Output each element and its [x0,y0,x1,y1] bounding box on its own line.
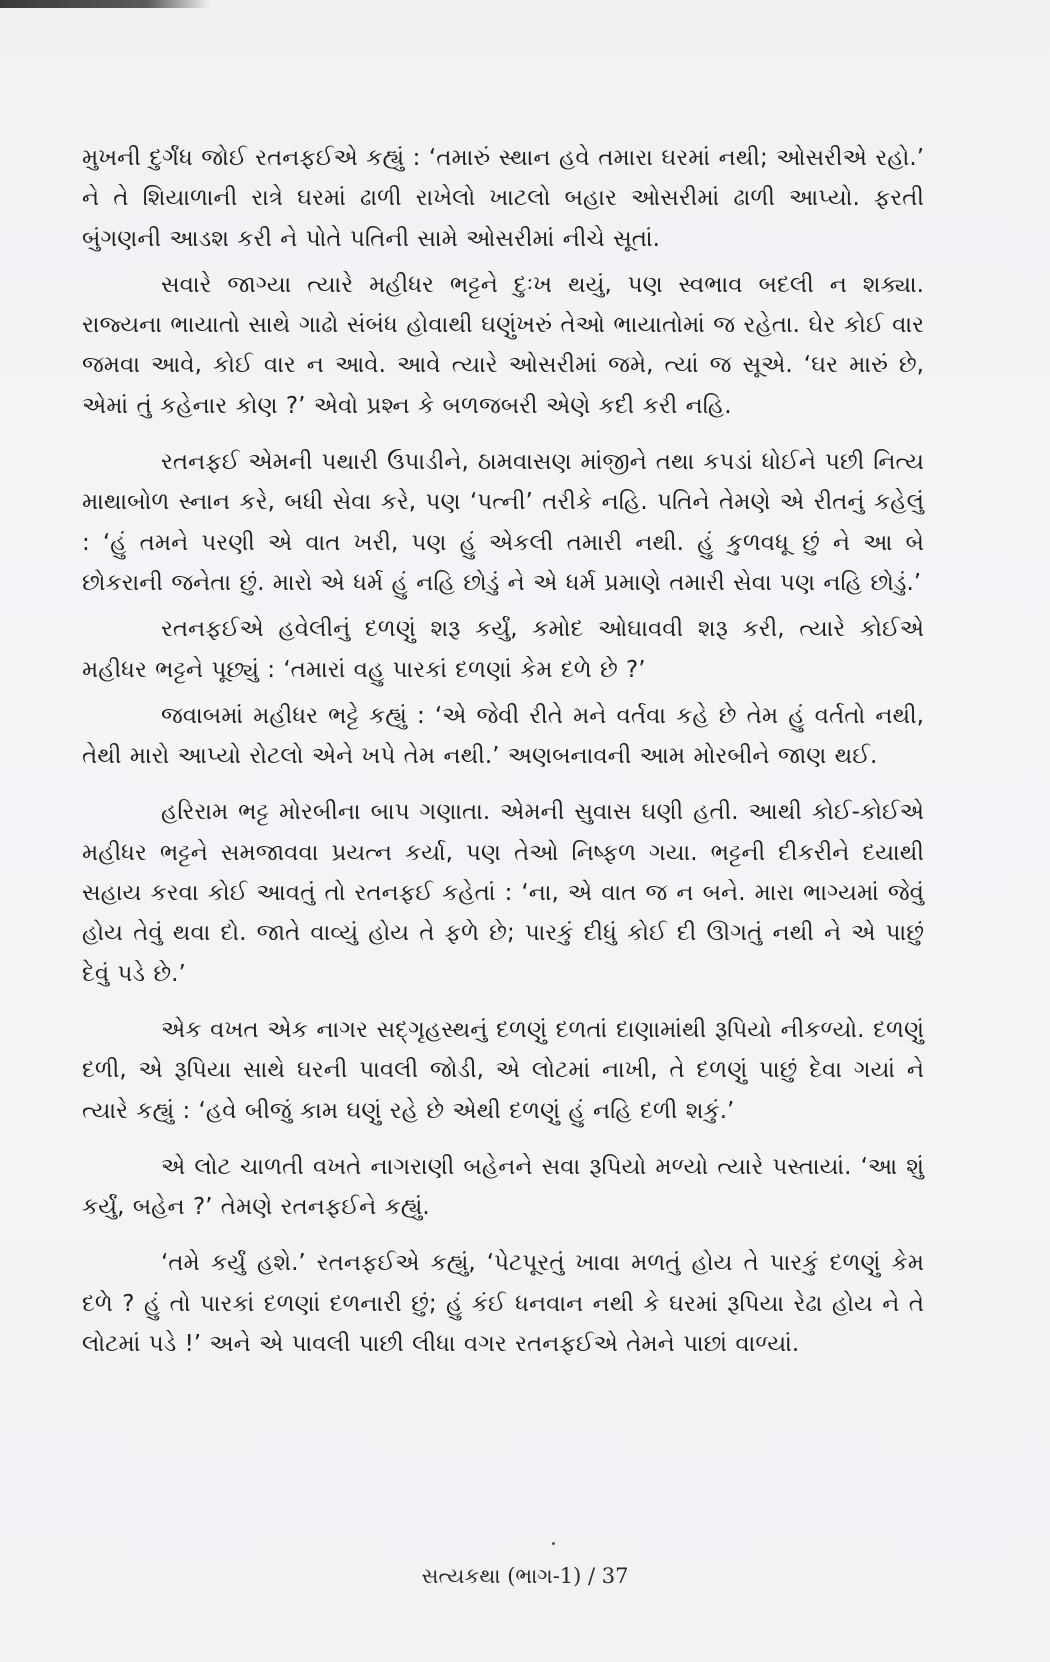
paragraph-5: જવાબમાં મહીધર ભટ્ટે કહ્યું : ‘એ જેવી રીતે મને વર્તવા કહે છે તેમ હું વર્તતો નથી, તેથી મારો આપ્યો રોટલો એને ખપે તેમ નથી.’ અણબનાવની આમ મોરબીને જાણ થઈ. [82,702,924,770]
paragraph-4: રતનફઈએ હવેલીનું દળણું શરૂ કર્યું, કમોદ ઓઘાવવી શરૂ કરી, ત્યારે કોઈએ મહીધર ભટ્ટને પૂછ્યું : ‘તમારાં વહુ પારકાં દળણાં કેમ દળે છે ?’ [82,616,924,683]
paragraph-3: રતનફઈ એમની પથારી ઉપાડીને, ઠામવાસણ માંજીને તથા કપડાં ધોઈને પછી નિત્ય માથાબોળ સ્નાન કરે, બધી સેવા કરે, પણ ‘પત્ની’ તરીકે નહિ. પતિને તેમણે એ રીતનું કહેલું : ‘હું તમને પરણી એ વાત ખરી, પણ હું એકલી તમારી નથી. હું કુળવધૂ છું ને આ બે છોકરાની જનેતા છું. મારો એ ધર્મ હું નહિ છોડું ને એ ધર્મ પ્રમાણે તમારી સેવા પણ નહિ છોડું.’ [82,449,924,596]
paragraph-8: એ લોટ ચાળતી વખતે નાગરાણી બહેનને સવા રૂપિયો મળ્યો ત્યારે પસ્તાયાં. ‘આ શું કર્યું, બહેન ?’ તેમણે રતનફઈને કહ્યું. [82,1153,924,1221]
paragraph-2: સવારે જાગ્યા ત્યારે મહીધર ભટ્ટને દુઃખ થયું, પણ સ્વભાવ બદલી ન શક્યા. રાજ્યના ભાયાતો સાથે ગાઢો સંબંધ હોવાથી ઘણુંખરું તેઓ ભાયાતોમાં જ રહેતા. ઘેર કોઈ વાર જમવા આવે, કોઈ વાર ન આવે. આવે ત્યારે ઓસરીમાં જમે, ત્યાં જ સૂએ. ‘ઘર મારું છે, એમાં તું કહેનાર કોણ ?’ એવો પ્રશ્ન કે બળજબરી એણે કદી કરી નહિ. [82,271,924,419]
page-body [82,138,924,1364]
paragraph-9: ‘તમે કર્યું હશે.’ રતનફઈએ કહ્યું, ‘પેટપૂરતું ખાવા મળતું હોય તે પારકું દળણું કેમ દળે ? હું તો પારકાં દળણાં દળનારી છું; હું કંઈ ધનવાન નથી કે ઘરમાં રૂપિયા રેઢા હોય ને તે લોટમાં પડે !’ અને એ પાવલી પાછી લીધા વગર રતનફઈએ તેમને પાછાં વાળ્યાં. [82,1250,924,1358]
scan-edge-shadow [0,0,210,8]
paragraph-6: હરિરામ ભટ્ટ મોરબીના બાપ ગણાતા. એમની સુવાસ ઘણી હતી. આથી કોઈ-કોઈએ મહીધર ભટ્ટને સમજાવવા પ્રયત્ન કર્યા, પણ તેઓ નિષ્ફળ ગયા. ભટ્ટની દીકરીને દયાથી સહાય કરવા કોઈ આવતું તો રતનફઈ કહેતાં : ‘ના, એ વાત જ ન બને. મારા ભાગ્યમાં જેવું હોય તેવું થવા દો. જાતે વાવ્યું હોય તે ફળે છે; પારકું દીધું કોઈ દી ઊગતું નથી ને એ પાછું દેવું પડે છે.’ [82,799,924,987]
paragraph-1: મુખની દુર્ગંધ જોઈ રતનફઈએ કહ્યું : ‘તમારું સ્થાન હવે તમારા ઘરમાં નથી; ઓસરીએ રહો.’ ને તે શિયાળાની રાત્રે ઘરમાં ઢાળી રાખેલો ખાટલો બહાર ઓસરીમાં ઢાળી આપ્યો. ફરતી બુંગણની આડશ કરી ને પોતે પતિની સામે ઓસરીમાં નીચે સૂતાં. [82,145,924,252]
page-footer: સત્યકથા (ભાગ-1) / 37 [421,1564,629,1588]
paragraph-7: એક વખત એક નાગર સદ્‌ગૃહસ્થનું દળણું દળતાં દાણામાંથી રૂપિયો નીકળ્યો. દળણું દળી, એ રૂપિયા સાથે ઘરની પાવલી જોડી, એ લોટમાં નાખી, તે દળણું પાછું દેવા ગયાં ને ત્યારે કહ્યું : ‘હવે બીજું કામ ઘણું રહે છે એથી દળણું હું નહિ દળી શકું.’ [82,1016,924,1124]
stray-dot [552,1542,555,1545]
